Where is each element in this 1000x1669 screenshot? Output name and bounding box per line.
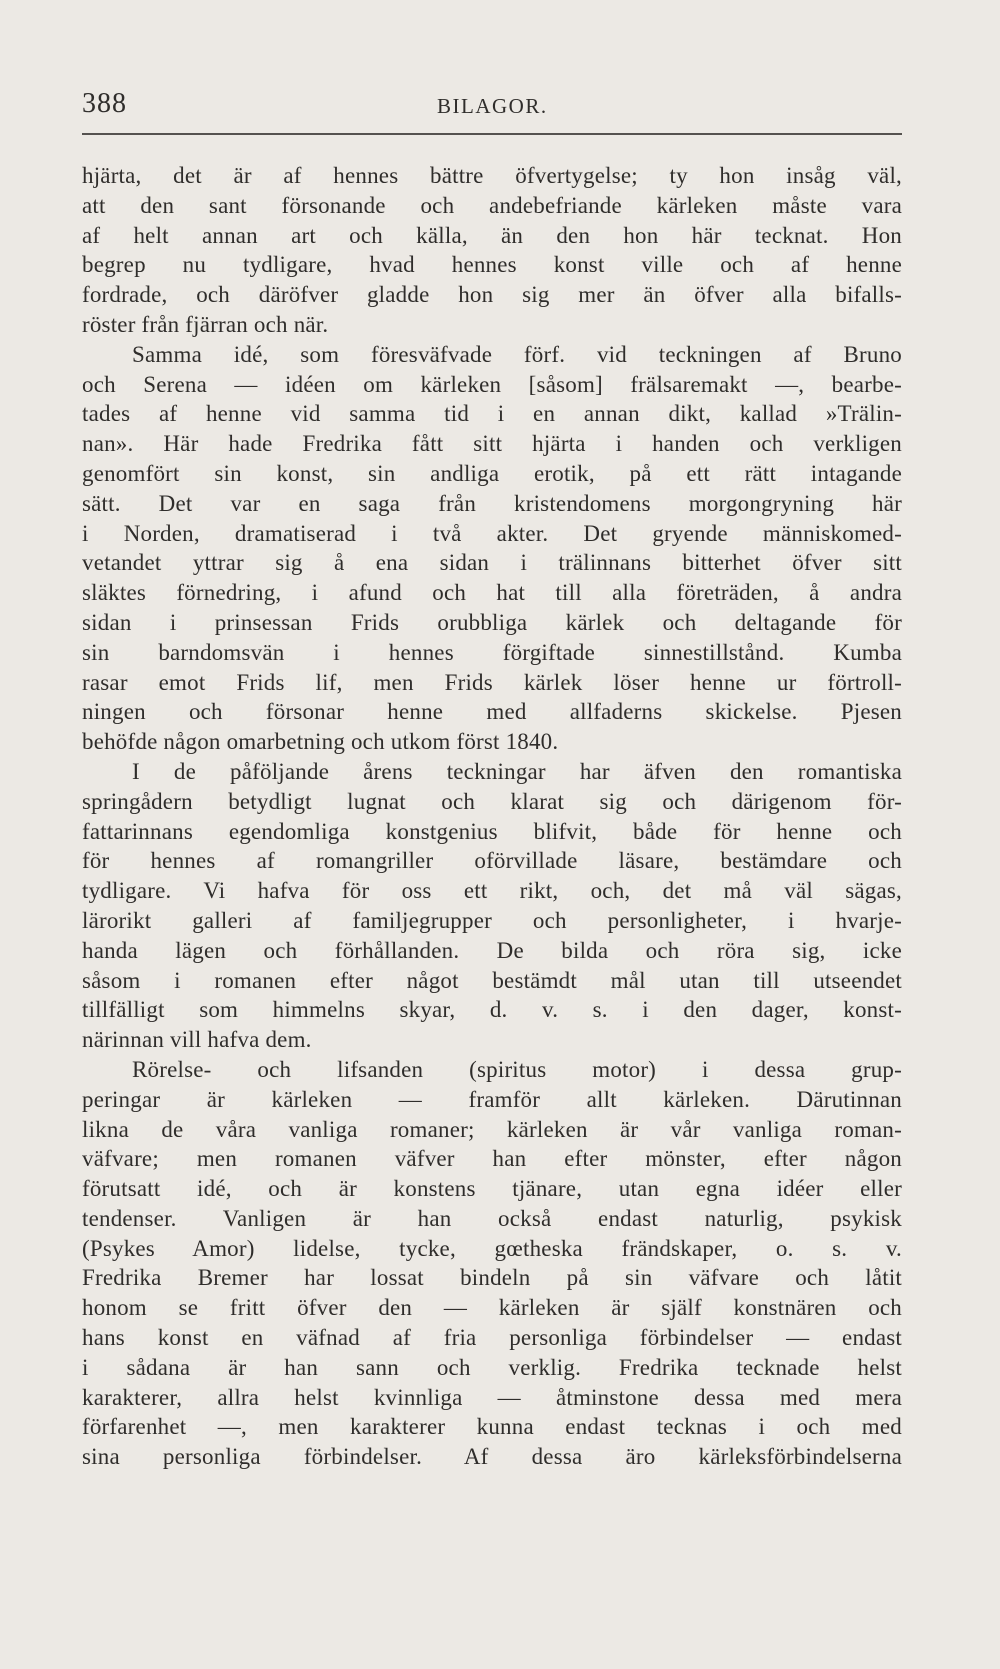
text-line: för hennes af romangriller oförvillade läsare, bestämdare och — [82, 848, 902, 874]
body-text — [82, 161, 902, 1472]
text-line: springådern betydligt lugnat och klarat sig och därigenom för- — [82, 788, 902, 814]
text-line: såsom i romanen efter något bestämdt mål utan till utseendet — [82, 967, 902, 993]
text-line: närinnan vill hafva dem. — [82, 1027, 312, 1053]
text-line: lärorikt galleri af familjegrupper och personligheter, i hvarje- — [82, 907, 902, 933]
text-line: i Norden, dramatiserad i två akter. Det gryende människomed- — [82, 520, 902, 546]
text-line: karakterer, allra helst kvinnliga — åtminstone dessa med mera — [82, 1384, 902, 1410]
text-line: fordrade, och däröfver gladde hon sig mer än öfver alla bifalls- — [82, 282, 902, 308]
text-line: fattarinnans egendomliga konstgenius blifvit, både för henne och — [82, 818, 902, 844]
text-line: I de påföljande årens teckningar har äfven den romantiska — [132, 758, 902, 784]
text-line: Samma idé, som föresväfvade förf. vid teckningen af Bruno — [132, 341, 902, 367]
text-line: genomfört sin konst, sin andliga erotik, på ett rätt intagande — [82, 460, 902, 486]
text-line: ningen och försonar henne med allfaderns skickelse. Pjesen — [82, 699, 902, 725]
text-line: likna de våra vanliga romaner; kärleken är vår vanliga roman- — [82, 1116, 902, 1142]
text-line: tendenser. Vanligen är han också endast naturlig, psykisk — [82, 1205, 902, 1231]
text-line: förfarenhet —, men karakterer kunna endast tecknas i och med — [82, 1414, 902, 1440]
text-line: sina personliga förbindelser. Af dessa äro kärleksförbindelserna — [82, 1444, 902, 1470]
text-line: väfvare; men romanen väfver han efter mönster, efter någon — [82, 1146, 902, 1172]
text-line: rasar emot Frids lif, men Frids kärlek löser henne ur förtroll- — [82, 669, 902, 695]
text-line: peringar är kärleken — framför allt kärleken. Därutinnan — [82, 1086, 902, 1112]
text-line: honom se fritt öfver den — kärleken är själf konstnären och — [82, 1295, 902, 1321]
text-line: behöfde någon omarbetning och utkom först 1840. — [82, 729, 559, 755]
text-line: släktes förnedring, i afund och hat till alla företräden, å andra — [82, 580, 902, 606]
text-line: Rörelse- och lifsanden (spiritus motor) i dessa grup- — [132, 1056, 902, 1082]
header-rule — [82, 133, 902, 135]
text-line: i sådana är han sann och verklig. Fredrika tecknade helst — [82, 1354, 902, 1380]
text-line: tillfälligt som himmelns skyar, d. v. s. i den dager, konst- — [82, 997, 902, 1023]
text-line: tades af henne vid samma tid i en annan dikt, kallad »Trälin- — [82, 401, 902, 427]
text-line: vetandet yttrar sig å ena sidan i trälinnans bitterhet öfver sitt — [82, 550, 902, 576]
text-line: röster från fjärran och när. — [82, 311, 329, 337]
text-line: Fredrika Bremer har lossat bindeln på sin väfvare och låtit — [82, 1265, 902, 1291]
text-line: af helt annan art och källa, än den hon här tecknat. Hon — [82, 222, 902, 248]
text-line: förutsatt idé, och är konstens tjänare, utan egna idéer eller — [82, 1176, 902, 1202]
page-header — [82, 84, 902, 124]
text-line: handa lägen och förhållanden. De bilda och röra sig, icke — [82, 937, 902, 963]
text-line: sidan i prinsessan Frids orubbliga kärlek och deltagande för — [82, 609, 902, 635]
text-line: och Serena — idéen om kärleken [såsom] frälsaremakt —, bearbe- — [82, 371, 902, 397]
text-line: sin barndomsvän i hennes förgiftade sinnestillstånd. Kumba — [82, 639, 902, 665]
text-line: hans konst en väfnad af fria personliga förbindelser — endast — [82, 1325, 902, 1351]
text-line: nan». Här hade Fredrika fått sitt hjärta i handen och verkligen — [82, 431, 902, 457]
text-line: hjärta, det är af hennes bättre öfvertygelse; ty hon insåg väl, — [82, 163, 902, 188]
text-line: sätt. Det var en saga från kristendomens morgongryning här — [82, 490, 902, 516]
text-line: att den sant försonande och andebefriande kärleken måste vara — [82, 192, 902, 218]
text-line: (Psykes Amor) lidelse, tycke, gœtheska frändskaper, o. s. v. — [82, 1235, 902, 1261]
text-line: tydligare. Vi hafva för oss ett rikt, och, det må väl sägas, — [82, 878, 902, 904]
text-line: begrep nu tydligare, hvad hennes konst ville och af henne — [82, 252, 902, 278]
page-number: 388 — [82, 88, 127, 119]
running-head: BILAGOR. — [437, 94, 548, 118]
